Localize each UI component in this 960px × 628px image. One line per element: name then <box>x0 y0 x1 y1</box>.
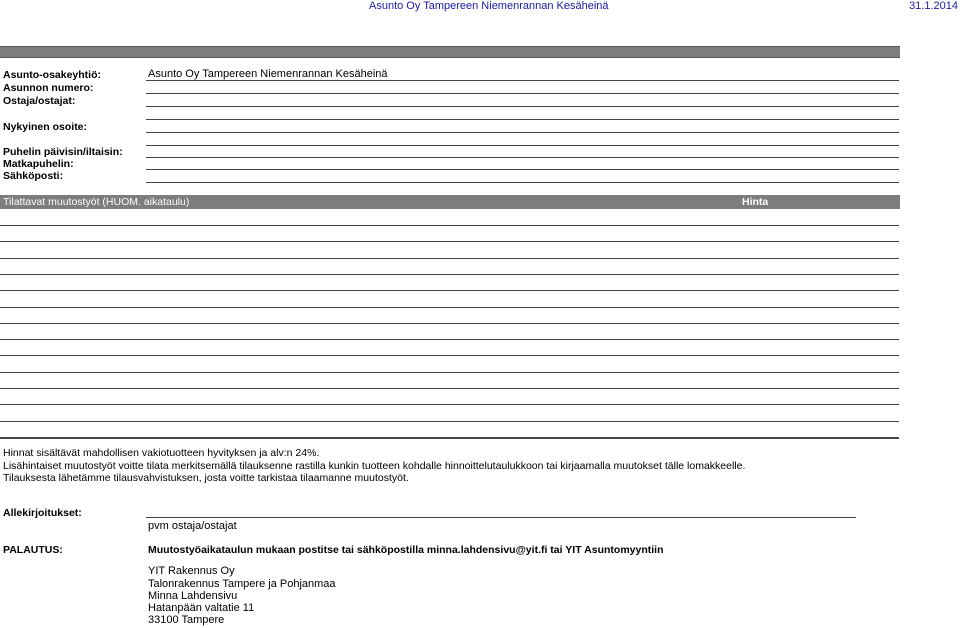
price-column-label: Hinta <box>742 196 769 208</box>
order-row-line[interactable] <box>0 225 899 226</box>
current-address-line <box>146 132 899 133</box>
signature-line <box>146 517 856 518</box>
order-row-line[interactable] <box>0 241 899 242</box>
label-current-address: Nykyinen osoite: <box>3 121 88 133</box>
order-row-line[interactable] <box>0 421 899 422</box>
label-apartment-number: Asunnon numero: <box>3 82 94 94</box>
return-label: PALAUTUS: <box>3 544 63 556</box>
order-row-line[interactable] <box>0 290 899 291</box>
note-confirmation: Tilauksesta lähetämme tilausvahvistuksen, josta voitte tarkistaa tilaamanne muutostyöt. <box>3 472 409 484</box>
works-section-bar <box>0 195 900 209</box>
address-line-2 <box>146 145 899 146</box>
buyers-line-2 <box>146 119 899 120</box>
label-email: Sähköposti: <box>3 170 64 182</box>
label-phone: Puhelin päivisin/iltaisin: <box>3 146 123 158</box>
address-postal: 33100 Tampere <box>148 614 225 626</box>
address-unit: Talonrakennus Tampere ja Pohjanmaa <box>148 578 336 590</box>
label-mobile: Matkapuhelin: <box>3 158 74 170</box>
order-row-line[interactable] <box>0 355 899 356</box>
address-street: Hatanpään valtatie 11 <box>148 602 255 614</box>
company-field[interactable]: Asunto Oy Tampereen Niemenrannan Kesäheinä <box>148 68 388 80</box>
order-row-line[interactable] <box>0 388 899 389</box>
signature-caption: pvm ostaja/ostajat <box>148 520 237 532</box>
works-section-label: Tilattavat muutostyöt (HUOM. aikataulu) <box>3 196 190 208</box>
order-row-line[interactable] <box>0 339 899 340</box>
note-prices: Hinnat sisältävät mahdollisen vakiotuotteen hyvityksen ja alv:n 24%. <box>3 447 320 459</box>
order-row-line[interactable] <box>0 438 899 439</box>
top-bar <box>0 46 900 58</box>
phone-line <box>146 157 899 158</box>
header-title: Asunto Oy Tampereen Niemenrannan Kesäheinä <box>369 0 609 12</box>
address-company: YIT Rakennus Oy <box>148 565 235 577</box>
label-company: Asunto-osakeyhtiö: <box>3 69 102 81</box>
return-instruction: Muutostyöaikataulun mukaan postitse tai sähköpostilla minna.lahdensivu@yit.fi tai YIT Asuntomyyntiin <box>148 544 664 556</box>
header-date: 31.1.2014 <box>909 0 958 12</box>
email-line <box>146 182 899 183</box>
address-contact: Minna Lahdensivu <box>148 590 238 602</box>
company-field-line <box>146 80 899 81</box>
label-buyers: Ostaja/ostajat: <box>3 95 76 107</box>
order-row-line[interactable] <box>0 323 899 324</box>
mobile-line <box>146 169 899 170</box>
order-row-line[interactable] <box>0 372 899 373</box>
buyers-line-1 <box>146 106 899 107</box>
order-row-line[interactable] <box>0 404 899 405</box>
signatures-label: Allekirjoitukset: <box>3 507 82 519</box>
note-ordering: Lisähintaiset muutostyöt voitte tilata merkitsemällä tilauksenne rastilla kunkin tuotteen kohdalle hinnoittelutaulukkoon tai kirjaamalla muutokset tälle lomakkeelle. <box>3 460 746 472</box>
order-row-line[interactable] <box>0 307 899 308</box>
apartment-number-line <box>146 93 899 94</box>
order-row-line[interactable] <box>0 274 899 275</box>
order-row-line[interactable] <box>0 258 899 259</box>
